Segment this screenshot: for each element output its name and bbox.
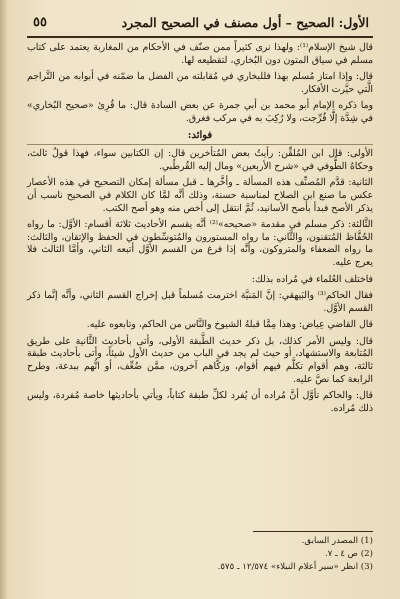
benefit-paragraph: فقال الحاكم⁽³⁾ والبَيهقي: إنَّ المَنيَّة اخترمت مُسلماً قبل إخراج القسم الثاني، وأنَّه إنَّما ذكر القسم الأوَّل.: [27, 290, 373, 314]
paragraph: قال شيخ الإسلام⁽¹⁾: ولهذا نرى كثيراً ممن صنّف في الأحكام من المغاربة يعتمد على كتاب مسلم في سياق المتون دون البُخاري، لتقطيعه لها.: [27, 42, 373, 66]
paragraph: وما ذكره الإمام أبو محمد بن أبي جمرة عن بعض السادة قال: ما قُرِئ «صحيح البُخاري» في شِدَّة إلَّا فُرِّجت، ولا رُكِبَ به في مركب فغرق.: [27, 100, 373, 124]
benefit-paragraph: قال: والحاكم تأوَّل أنَّ مُراده أن يُفرد لكلِّ طبقة كتاباً، ويأتي بأحاديثها خاصة مُفردة، وليس ذلك مُراده.: [27, 390, 373, 414]
paragraph: قال: وإذا امتاز مُسلم بهذا فللبخاري في مُقابلته من الفضل ما ضمّنه في أبوابه من التَّراجم الَّتي حيَّرت الأفكار.: [27, 71, 373, 95]
benefit-paragraph: قال: وليس الأمر كذلك، بل ذكر حديث الطَّبقة الأولى، وأتى بأحاديث الثَّانية على طريق المُتابعة والاستشهاد، أو حيث لم يجد في الباب من حديث الأول شيئاً، وأتى بأحاديث طبقة ثالثة، وهم أقوام تكلَّم فيهم أقوام، وزكَّاهم آخرون، ممَّن ضُعِّف، أو اتُّهم ببدعة، وطرح الرابعة كما نصَّ عليه.: [27, 335, 373, 385]
footnote: (3) انظر «سير أعلام النبلاء» ١٢/٥٧٤ ـ ٥٧٥.: [217, 562, 373, 572]
page-number: ٥٥: [33, 15, 47, 30]
page-binding-shadow: [0, 0, 8, 599]
benefit-paragraph: الثَّالثة: ذكر مسلم في مقدمة «صحيحه»⁽²⁾ أنَّه يقسم الأحاديث ثلاثة أقسام: الأوَّل: ما رواه الحُفَّاظ المُتقنون، والثَّاني: ما رواه المستورون والمُتوسِّطون في الحفظ والإتقان، والثالث: ما رواه الضعفاء والمتروكون، وأنَّه إذا فرغ من القسم الأوَّل أتبعه الثاني، وأمَّا الثالث فلا يعرج عليه.: [27, 219, 373, 268]
benefit-paragraph: الأولى: قال ابن المُلقِّن: رأيتُ بعض المُتأخرين قال: إن الكتابين سواء، فهذا قولٌ ثالث، وحكاهُ الطُّوفي في «شرح الأربعين» ومال إليه القُرطُبي.: [27, 148, 373, 172]
footnotes: [27, 531, 373, 574]
running-header: [27, 14, 373, 38]
footnote-separator: [253, 531, 373, 532]
footnote: (2) ص ٤ ـ ٧.: [324, 549, 373, 559]
section-heading: فوائد:: [27, 130, 373, 146]
benefit-paragraph: قال القاضي عِياض: وهذا مِمَّا قبلهُ الشيوخ والنَّاس من الحاكم، وتابعوه عليه.: [86, 319, 373, 331]
benefit-paragraph: فاختلف العُلماء في مُراده بذلك:: [251, 273, 373, 285]
footnote: (1) المصدر السابق.: [301, 536, 373, 546]
header-title: الأول: الصحيح – أول مصنف في الصحيح المجرد: [121, 15, 369, 30]
page-body: [27, 42, 373, 419]
benefit-paragraph: الثانية: قدَّم المُصنِّف هذه المسألة ـ وأخَّرها ـ قبل مسألة إمكان التصحيح في هذه الأعصار عكس ما صنع ابن الصلاح لمناسبة حسنة، وذلك أنَّه لمَّا كان الكلام في الصحيح ناسب أن يذكر الأصح فبدأ بأصح الأسانيد، ثُمَّ انتقل إلى أخص منه وهو أصح الكتب.: [27, 177, 373, 214]
